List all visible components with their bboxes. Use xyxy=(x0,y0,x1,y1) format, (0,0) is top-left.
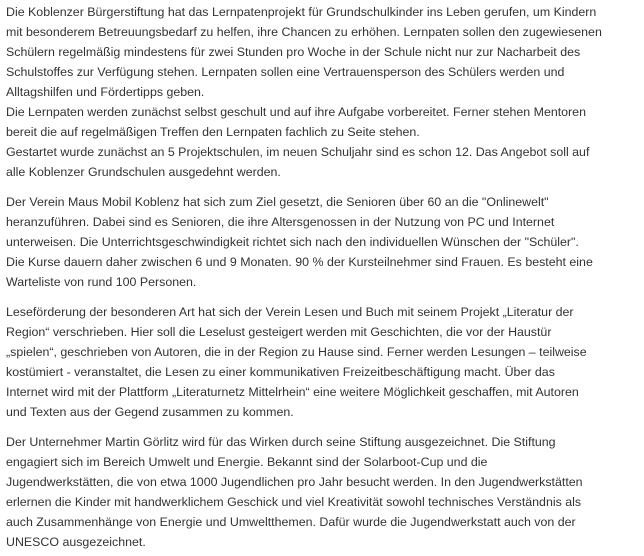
text-line: Warteliste von rund 100 Personen. xyxy=(6,275,197,289)
text-line: und Texten aus der Gegend zusammen zu kommen. xyxy=(6,405,294,419)
text-line: erlernen die Kinder mit handwerklichem Geschick und viel Kreativität sowohl technisches Verständnis als xyxy=(6,495,582,509)
text-line: Die Koblenzer Bürgerstiftung hat das Lernpatenprojekt für Grundschulkinder ins Leben gerufen, um Kindern xyxy=(6,5,597,19)
text-line: „spielen“, geschrieben von Autoren, die in der Region zu Hause sind. Ferner werden Lesungen – teilweise xyxy=(6,345,587,359)
text-line: Alltagshilfen und Fördertipps geben. xyxy=(6,85,205,99)
text-line: Schülern regelmäßig mindestens für zwei Stunden pro Woche in der Schule nicht nur zur Nacharbeit des xyxy=(6,45,581,59)
text-line: heranzuführen. Dabei sind es Senioren, die ihre Altersgenossen in der Nutzung von PC und Internet xyxy=(6,215,555,229)
text-line: engagiert sich im Bereich Umwelt und Energie. Bekannt sind der Solarboot-Cup und die xyxy=(6,455,488,469)
text-line: Die Kurse dauern daher zwischen 6 und 9 Monaten. 90 % der Kursteilnehmer sind Frauen. Es besteht eine xyxy=(6,255,593,269)
text-line: Internet wird mit der Plattform „Literaturnetz Mittelrhein“ eine weitere Möglichkeit geschaffen, mit Autoren xyxy=(6,385,579,399)
text-line: mit besonderem Betreuungsbedarf zu helfen, ihre Chancen zu erhöhen. Lernpaten sollen den zugewiesenen xyxy=(6,25,602,39)
text-line: unterweisen. Die Unterrichtsgeschwindigkeit richtet sich nach den individuellen Wünschen der "Schüler". xyxy=(6,235,579,249)
text-line: Gestartet wurde zunächst an 5 Projektschulen, im neuen Schuljahr sind es schon 12. Das Angebot soll auf xyxy=(6,145,590,159)
text-line: alle Koblenzer Grundschulen ausgedehnt werden. xyxy=(6,165,281,179)
paragraph-lernpaten xyxy=(6,2,638,182)
paragraph-maus-mobil xyxy=(6,192,638,292)
paragraph-goerlitz-stiftung xyxy=(6,432,638,552)
text-line: Jugendwerkstätten, die von etwa 1000 Jugendlichen pro Jahr besucht werden. In den Jugendwerkstätten xyxy=(6,475,583,489)
text-line: Leseförderung der besonderen Art hat sich der Verein Lesen und Buch mit seinem Projekt „Literatur der xyxy=(6,305,574,319)
text-line: Der Verein Maus Mobil Koblenz hat sich zum Ziel gesetzt, die Senioren über 60 an die "Onlinewelt" xyxy=(6,195,549,209)
text-line: Region“ verschrieben. Hier soll die Leselust gesteigert werden mit Geschichten, die vor der Haustür xyxy=(6,325,552,339)
text-line: bereit die auf regelmäßigen Treffen den Lernpaten fachlich zu Seite stehen. xyxy=(6,125,420,139)
text-line: UNESCO ausgezeichnet. xyxy=(6,535,146,549)
text-line: Schulstoffes zur Verfügung stehen. Lernpaten sollen eine Vertrauensperson des Schülers werden und xyxy=(6,65,565,79)
text-line: Die Lernpaten werden zunächst selbst geschult und auf ihre Aufgabe vorbereitet. Ferner stehen Mentoren xyxy=(6,105,586,119)
text-line: kostümiert - veranstaltet, die Lesen zu einer kommunikativen Freizeitbeschäftigung macht. Über das xyxy=(6,365,555,379)
paragraph-lesefoerderung xyxy=(6,302,638,422)
text-line: auch Zusammenhänge von Energie und Umweltthemen. Dafür wurde die Jugendwerkstatt auch von der xyxy=(6,515,576,529)
text-line: Der Unternehmer Martin Görlitz wird für das Wirken durch seine Stiftung ausgezeichnet. Die Stiftung xyxy=(6,435,556,449)
